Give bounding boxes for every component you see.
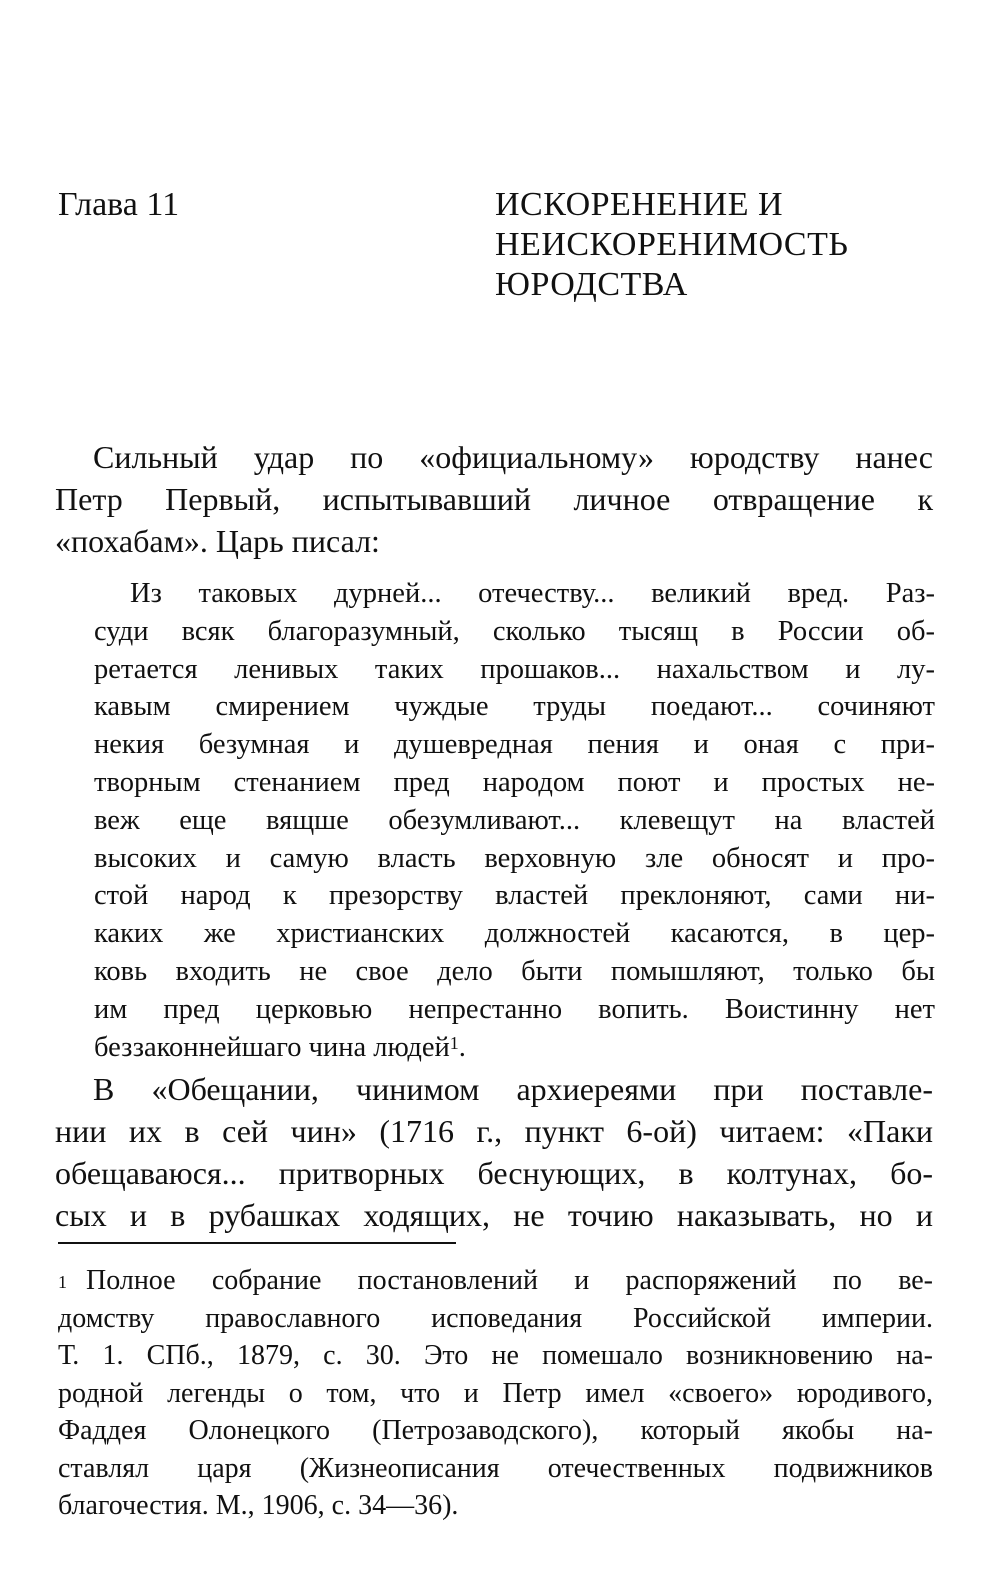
quote-line: им пред церковью непрестанно вопить. Воистинну нет [94, 993, 935, 1025]
footnote-divider [58, 1242, 456, 1244]
quote-line: Из таковых дурней... отечеству... великий вред. Раз- [130, 578, 935, 609]
quote-line: веж еще вящше обезумливают... клевещут на властей [94, 804, 935, 836]
quote-line: каких же христианских должностей касаются, в цер- [94, 918, 935, 950]
quote-line: стой народ к презорству властей преклоняют, сами ни- [94, 880, 935, 912]
text-line: сых и в рубашках ходящих, не точию наказывать, но и [55, 1197, 933, 1233]
quote-line-last [94, 1029, 935, 1067]
chapter-title [495, 185, 965, 305]
footnote-line: домству православного исповедания Российской империи. [58, 1302, 933, 1334]
quote-line: творным стенанием пред народом поют и простых не- [94, 766, 935, 798]
chapter-title-line: НЕИСКОРЕНИМОСТЬ [495, 226, 849, 263]
text-line: Сильный удар по «официальному» юродству нанес [93, 439, 933, 475]
quote-text: беззаконнейшаго чина людей [94, 1031, 450, 1063]
text-line: Петр Первый, испытывавший личное отвращение к [55, 481, 933, 517]
chapter-title-line: ЮРОДСТВА [495, 266, 688, 303]
quote-line: ковь входить не свое дело быти помышляют, только бы [94, 955, 935, 987]
quote-line: ретается ленивых таких прошаков... нахальством и лу- [94, 653, 935, 685]
text-line: нии их в сей чин» (1716 г., пункт 6-ой) читаем: «Паки [55, 1113, 933, 1149]
block-quote [94, 575, 935, 1066]
quote-line: суди всяк благоразумный, сколько тысящ в России об- [94, 615, 935, 647]
quote-line: кавым смирением чуждые труды поедают... сочиняют [94, 691, 935, 723]
text-line: «похабам». Царь писал: [55, 523, 380, 559]
text-line: обещаваюся... притворных беснующих, в колтунах, бо- [55, 1155, 933, 1191]
quote-line: некия безумная и душевредная пения и оная с при- [94, 729, 935, 761]
text-line: В «Обещании, чинимом архиереями при поставле- [93, 1071, 933, 1107]
footnote [58, 1262, 933, 1525]
footnote-mark: 1 [58, 1272, 67, 1292]
body-paragraph [55, 1068, 933, 1236]
chapter-number: Глава 11 [58, 186, 180, 223]
footnote-line: Т. 1. СПб., 1879, с. 30. Это не помешало возникновению на- [58, 1340, 933, 1371]
chapter-title-line: ИСКОРЕНЕНИЕ И [495, 186, 784, 223]
intro-paragraph [55, 436, 933, 562]
footnote-reference[interactable]: 1 [449, 1032, 459, 1053]
footnote-line: ставлял царя (Жизнеописания отечественных подвижников [58, 1452, 933, 1484]
quote-end-punctuation: . [458, 1031, 466, 1063]
footnote-line: Полное собрание постановлений и распоряжений по ве- [86, 1265, 933, 1296]
quote-line: высоких и самую власть верховную зле обносят и про- [94, 842, 935, 874]
footnote-line: родной легенды о том, что и Петр имел «своего» юродивого, [58, 1377, 933, 1409]
footnote-line: Фаддея Олонецкого (Петрозаводского), который якобы на- [58, 1415, 933, 1446]
footnote-line: благочестия. М., 1906, с. 34—36). [58, 1490, 459, 1521]
